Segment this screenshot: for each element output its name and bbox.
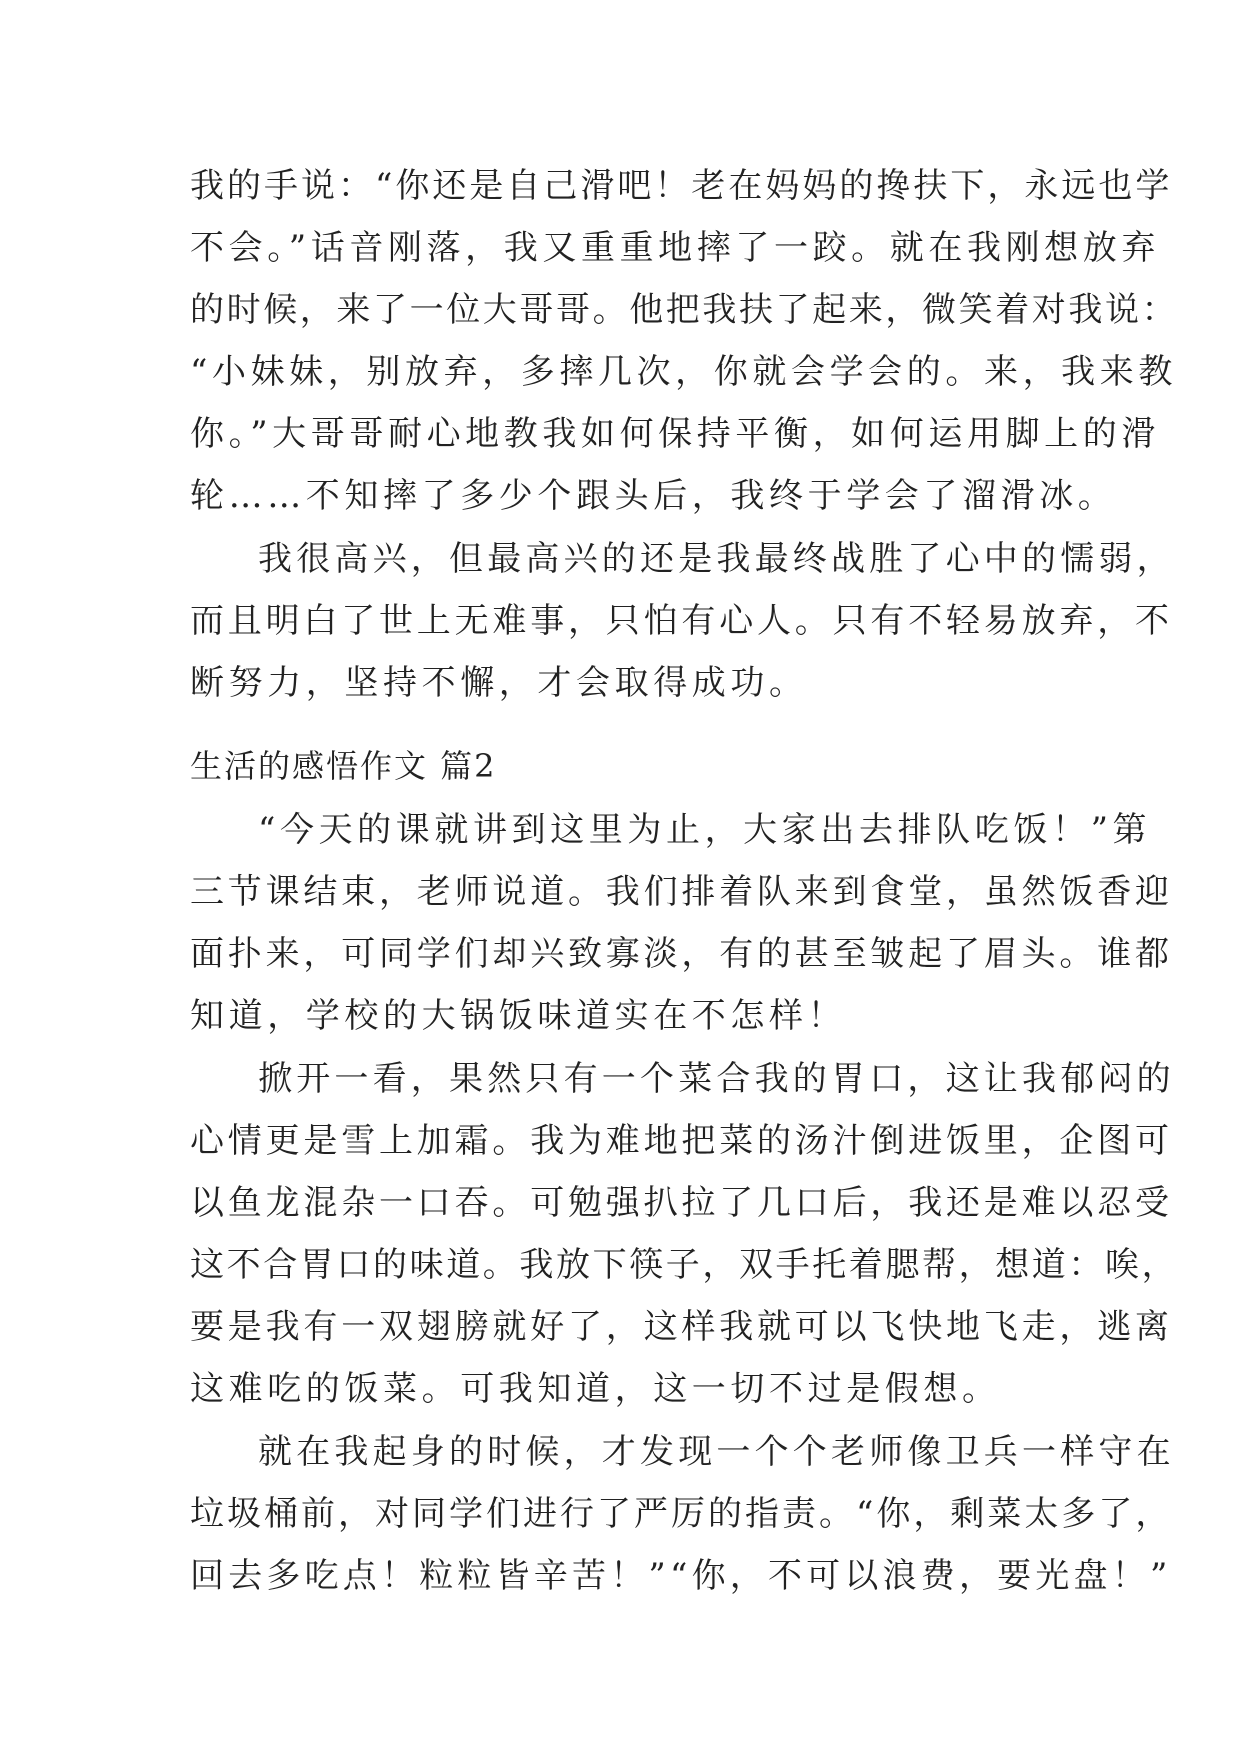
text-line: 我很高兴，但最高兴的还是我最终战胜了心中的懦弱， [258, 539, 1175, 579]
text-line: 我的手说：“你还是自己滑吧！老在妈妈的搀扶下，永远也学 [190, 166, 1173, 206]
text-line: 而且明白了世上无难事，只怕有心人。只有不轻易放弃，不 [190, 601, 1173, 641]
text-line: 三节课结束，老师说道。我们排着队来到食堂，虽然饭香迎 [190, 872, 1173, 912]
text-line: 以鱼龙混杂一口吞。可勉强扒拉了几口后，我还是难以忍受 [190, 1183, 1173, 1223]
section-heading: 生活的感悟作文 篇2 [190, 747, 497, 785]
text-line: “小妹妹，别放弃，多摔几次，你就会学会的。来，我来教 [190, 352, 1177, 392]
text-line: 断努力，坚持不懈，才会取得成功。 [190, 663, 808, 703]
text-line: “今天的课就讲到这里为止，大家出去排队吃饭！”第 [258, 810, 1152, 850]
text-line: 轮……不知摔了多少个跟头后，我终于学会了溜滑冰。 [190, 476, 1117, 516]
text-line: 知道，学校的大锅饭味道实在不怎样！ [190, 996, 847, 1036]
text-line: 你。”大哥哥耐心地教我如何保持平衡，如何运用脚上的滑 [190, 414, 1160, 454]
text-line: 就在我起身的时候，才发现一个个老师像卫兵一样守在 [258, 1432, 1175, 1472]
text-line: 面扑来，可同学们却兴致寡淡，有的甚至皱起了眉头。谁都 [190, 934, 1173, 974]
text-line: 的时候，来了一位大哥哥。他把我扶了起来，微笑着对我说： [190, 290, 1179, 330]
text-line: 这不合胃口的味道。我放下筷子，双手托着腮帮，想道：唉， [190, 1245, 1179, 1285]
text-line: 掀开一看，果然只有一个菜合我的胃口，这让我郁闷的 [258, 1059, 1175, 1099]
text-line: 不会。”话音刚落，我又重重地摔了一跤。就在我刚想放弃 [190, 228, 1160, 268]
text-line: 这难吃的饭菜。可我知道，这一切不过是假想。 [190, 1369, 1001, 1409]
text-line: 心情更是雪上加霜。我为难地把菜的汤汁倒进饭里，企图可 [190, 1121, 1173, 1161]
text-line: 垃圾桶前，对同学们进行了严厉的指责。“你，剩菜太多了， [190, 1494, 1173, 1534]
text-line: 回去多吃点！粒粒皆辛苦！”“你，不可以浪费，要光盘！” [190, 1556, 1172, 1596]
text-line: 要是我有一双翅膀就好了，这样我就可以飞快地飞走，逃离 [190, 1307, 1173, 1347]
